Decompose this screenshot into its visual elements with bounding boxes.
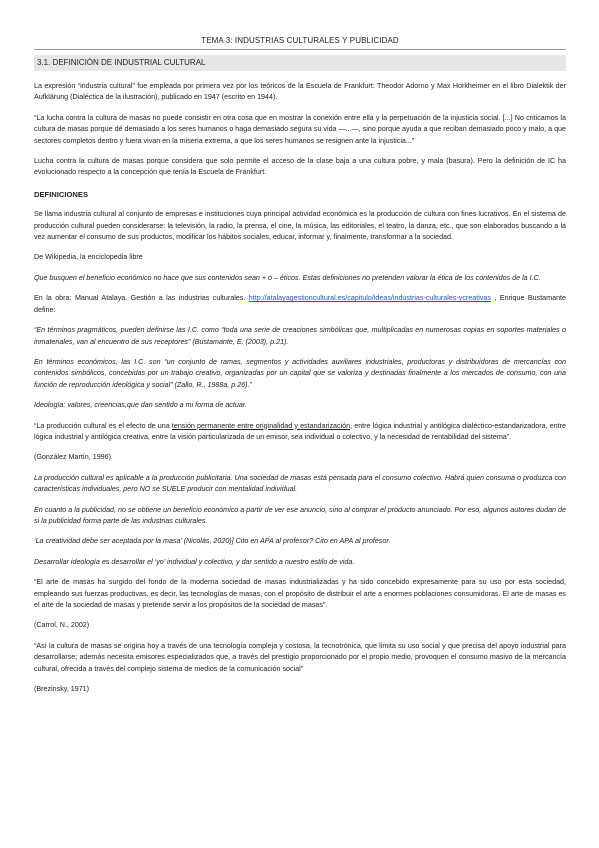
note-ideology: Ideología: valores, creencias,que dan sentido a mi forma de actuar. [34, 401, 247, 410]
gonzalez-text-end: , entre lógica industrial y antilógica dialéctico-estandarizadora, entre lógica industrial y antilógica creativa, entre la visión particularizada de un emisor, sea individual o colectivo, y la necesidad de rentabilidad del sistema”. [34, 421, 566, 441]
quote-carrol: “El arte de masas ha surgido del fondo de la moderna sociedad de masas industrializadas y ha sido concebido expresamente para su uso por esta sociedad, empleando sus fuerzas productivas, es decir, las tecnologías de masas, con el propósito de distribuir el arte a enormes poblaciones consumidoras. El arte de masas es el arte de la sociedad de masas y pretende servir a los propósitos de la sociedad de masas”. [34, 578, 566, 609]
page-header: TEMA 3: INDUSTRIAS CULTURALES Y PUBLICIDAD [34, 36, 566, 50]
note-advertising: En cuanto a la publicidad, no se obtiene un beneficio económico a partir de ver ese anuncio, sino al comprar el producto anunciado. Por eso, algunos autores dudan de si la publicidad forma parte de las industrias culturales. [34, 505, 566, 525]
citation-carrol: (Carrol, N., 2002) [34, 621, 90, 630]
source-wikipedia: De Wikipedia, la enciclopedia libre [34, 253, 143, 262]
atalaya-text: En la obra: Manual Atalaya. Gestión a las industrias culturales. [34, 294, 249, 303]
citation-brezinsky: (Brezinsky, 1971) [34, 685, 90, 694]
quote-gonzalez [34, 421, 566, 444]
atalaya-text-end: , Enrique Bustamante define: [34, 294, 566, 314]
paragraph-definition: Se llama industria cultural al conjunto de empresas e instituciones cuya principal actividad económica es la producción de cultura con fines lucrativos. En el sistema de producción cultural pueden considerarse: la televisión, la radio, la prensa, el cine, la música, las editoriales, el teatro, la danza, etc., que son elaborados buscando a la vez aumentar el consumo de sus productos, modificar los hábitos sociales, educar, informar y, finalmente, transformar a la sociedad. [34, 210, 566, 242]
paragraph-origin: La expresión “industria cultural” fue empleada por primera vez por los teóricos de la Escuela de Frankfurt: Theodor Adorno y Max Horkheimer en el libro Dialektik der Aufklärung (Dialéctica de la ilustración), publicado en 1947 (escrito en 1944). [34, 82, 566, 102]
section-title: 3.1. DEFINICIÓN DE INDUSTRIAL CULTURAL [34, 55, 566, 71]
note-ethics: Que busquen el beneficio económico no hace que sus contenidos sean + o – éticos. Estas definiciones no pretenden valorar la ética de los contenidos de la I.C. [34, 273, 541, 282]
quote-zallo: En términos económicos, las I.C. son “un conjunto de ramas, segmentos y actividades auxiliares industriales, productoras y distribuidoras de mercancías con contenidos simbólicos, concebidas por un trabajo creativo, organizadas por un capital que se valoriza y destinadas finalmente a los mercados de consumo, con una función de reproducción ideológica y social” (Zallo, R., 1988a, p.26).” [34, 357, 566, 389]
definitions-heading: DEFINICIONES [34, 189, 89, 199]
citation-gonzalez: (González Martín, 1996) [34, 453, 111, 462]
note-creativity: ‘La creatividad debe ser aceptada por la masa’ (Nicolás, 2020)] Cito en APA al profesor? Cito en APA al profesor. [34, 537, 391, 546]
quote-adorno: “La lucha contra la cultura de masas no puede consistir en otra cosa que en mostrar la conexión entre ella y la perpetuación de la injusticia social. [...] No criticamos la cultura de masas porque dé demasiado a los seres humanos o haga demasiado segura su vida —...—, sino porque ayuda a que reciban demasiado poco y malo, a que sectores completos dentro y fuera vivan en la miseria extrema, a que los seres humanos se resignen ante la injusticia...” [34, 113, 566, 145]
paragraph-critique: Lucha contra la cultura de masas porque considera que solo permite el acceso de la clase baja a una cultura pobre, y mala (basura). Pero la definición de IC ha evolucionado respecto a la concepción que tenía la Escuela de Frankfurt. [34, 157, 566, 177]
paragraph-atalaya [34, 293, 566, 316]
document-page [34, 0, 566, 695]
quote-bustamante: “En términos pragmáticos, pueden definirse las I.C. como “toda una serie de creaciones simbólicas que, multiplicadas en numerosas copias en soportes materiales o inmateriales, van al encuentro de sus receptores” (Bustamante, E. (2003), p.21). [34, 326, 566, 346]
quote-brezinsky: “Así la cultura de masas se origina hoy a través de una tecnología compleja y costosa, la tecnotrónica, que limita su uso social y que precisa del apoyo industrial para desarrollarse; además necesita emisores especializados que, a través del prestigio proporcionado por el propio medio, provoquen el consumo masivo de la mercancía cultural, ofrecida a través del complejo sistema de medios de la comunicación social” [34, 641, 566, 673]
gonzalez-text: “La producción cultural es el efecto de una [34, 421, 172, 430]
gonzalez-underlined: tensión permanente entre originalidad y estandarización [171, 421, 351, 430]
note-production: La producción cultural es aplicable a la producción publicitaria. Una sociedad de masas está pensada para el consumo colectivo. Habrá quien consuma o produzca con características individuales, pero NO se SUELE producir con mentalidad individual. [34, 473, 566, 494]
atalaya-link[interactable]: http://atalayagestioncultural.es/capitulo/ideas/industrias-culturales-ycreativas [248, 294, 491, 303]
note-develop-ideology: Desarrollar ideología es desarrollar el ‘yo’ individual y colectivo, y dar sentido a nuestro estilo de vida. [34, 557, 355, 566]
